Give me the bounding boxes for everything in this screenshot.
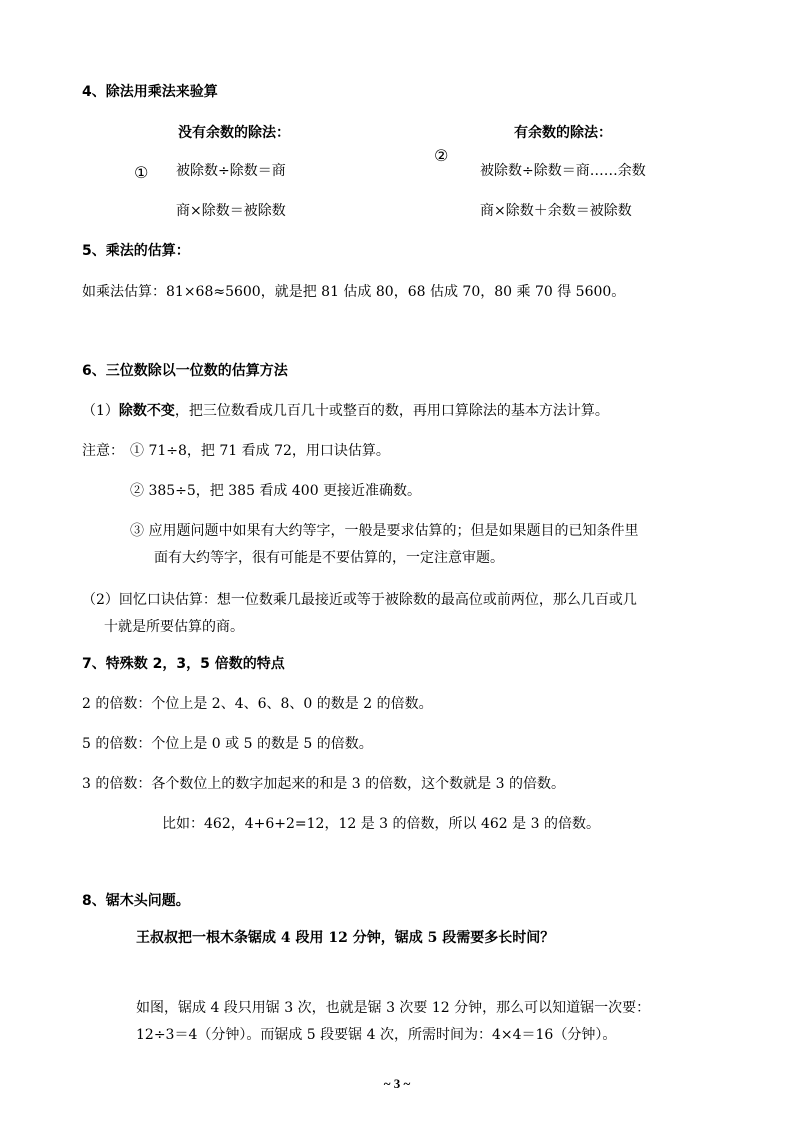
remainder-heading: 有余数的除法： xyxy=(514,125,612,141)
sawing-answer-line-1: 如图，锯成 4 段只用锯 3 次，也就是锯 3 次要 12 分钟，那么可以知道锯一次要： xyxy=(136,1000,651,1016)
method-1-emphasis: 除数不变 xyxy=(118,403,175,419)
marker-1: ① xyxy=(134,163,149,182)
section-7-title: 7、特殊数 2，3，5 倍数的特点 xyxy=(82,656,285,672)
sawing-answer-line-2: 12÷3＝4（分钟）。而锯成 5 段要锯 4 次，所需时间为：4×4＝16（分钟）。 xyxy=(136,1027,617,1043)
multiplication-estimate-example: 如乘法估算：81×68≈5600，就是把 81 估成 80，68 估成 70，80 乘 70 得 5600。 xyxy=(82,284,626,300)
sawing-question: 王叔叔把一根木条锯成 4 段用 12 分钟，锯成 5 段需要多长时间？ xyxy=(136,930,555,946)
multiple-of-5-rule: 5 的倍数：个位上是 0 或 5 的数是 5 的倍数。 xyxy=(82,736,373,752)
method-2-line-2: 十就是所要估算的商。 xyxy=(104,619,244,635)
no-remainder-heading: 没有余数的除法： xyxy=(178,125,290,141)
method-1-prefix: （1） xyxy=(82,403,119,419)
multiple-of-3-example: 比如：462，4+6+2=12，12 是 3 的倍数，所以 462 是 3 的倍数。 xyxy=(162,816,600,832)
multiple-of-2-rule: 2 的倍数：个位上是 2、4、6、8、0 的数是 2 的倍数。 xyxy=(82,696,433,712)
section-6-title: 6、三位数除以一位数的估算方法 xyxy=(82,363,288,379)
note-1: ① 71÷8，把 71 看成 72，用口诀估算。 xyxy=(130,443,390,459)
section-8-title: 8、锯木头问题。 xyxy=(82,893,190,909)
no-remainder-formula-1: 被除数÷除数＝商 xyxy=(176,163,286,179)
note-label: 注意： xyxy=(82,443,124,459)
method-1-paragraph xyxy=(82,403,609,420)
no-remainder-formula-2: 商×除数＝被除数 xyxy=(176,203,286,219)
page-number: ~ 3 ~ xyxy=(383,1076,411,1091)
section-4-title: 4、除法用乘法来验算 xyxy=(82,84,218,100)
note-3-line-2: 面有大约等字，很有可能是不要估算的，一定注意审题。 xyxy=(154,550,504,566)
method-1-text: ，把三位数看成几百几十或整百的数，再用口算除法的基本方法计算。 xyxy=(174,403,609,419)
method-2-line-1: （2）回忆口诀估算：想一位数乘几最接近或等于被除数的最高位或前两位，那么几百或几 xyxy=(82,592,637,608)
section-5-title: 5、乘法的估算： xyxy=(82,243,190,259)
remainder-formula-1: 被除数÷除数＝商……余数 xyxy=(480,163,646,179)
remainder-formula-2: 商×除数＋余数＝被除数 xyxy=(480,203,632,219)
note-3-line-1: ③ 应用题问题中如果有大约等字，一般是要求估算的；但是如果题目的已知条件里 xyxy=(130,523,639,539)
multiple-of-3-rule: 3 的倍数：各个数位上的数字加起来的和是 3 的倍数，这个数就是 3 的倍数。 xyxy=(82,776,565,792)
note-2: ② 385÷5，把 385 看成 400 更接近准确数。 xyxy=(130,483,422,499)
marker-2: ② xyxy=(434,146,449,165)
